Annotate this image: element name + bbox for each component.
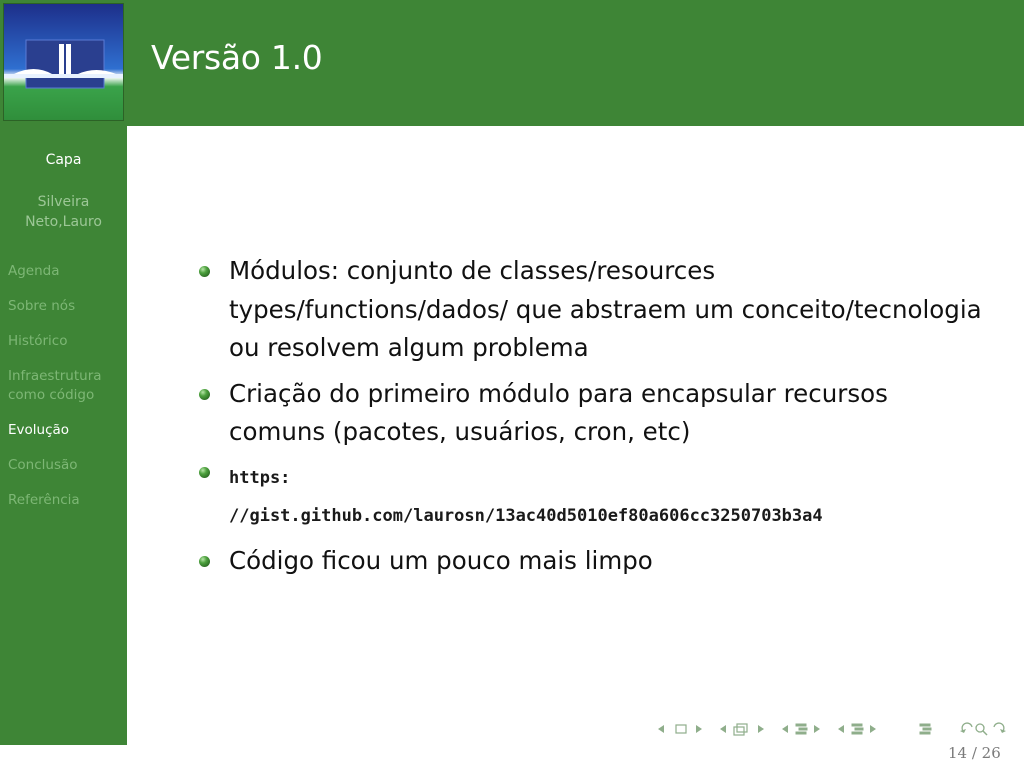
sidebar-item-agenda[interactable]: Agenda bbox=[8, 263, 60, 279]
nav-search-icon[interactable] bbox=[976, 724, 987, 735]
page-number: 14 / 26 bbox=[948, 744, 1001, 762]
bullet-text: Módulos: conjunto de classes/resources types/functions/dados/ que abstraem um conceito/tecnologia ou resolvem algum problema bbox=[229, 256, 982, 362]
sidebar-item-infraestrutura[interactable]: Infraestrutura como código bbox=[8, 368, 102, 403]
sidebar-author-line1: Silveira bbox=[37, 194, 90, 210]
sidebar-author bbox=[0, 192, 127, 232]
bullet-icon bbox=[199, 467, 210, 478]
bullet-icon bbox=[199, 556, 210, 567]
bullet-item bbox=[198, 252, 988, 368]
beamer-navigation-bar bbox=[654, 718, 1024, 740]
nav-appendix-icon[interactable] bbox=[920, 724, 931, 734]
sidebar-item-sobre-nos[interactable]: Sobre nós bbox=[8, 298, 76, 314]
nav-doc-next-icon[interactable] bbox=[870, 725, 876, 733]
frame-title: Versão 1.0 bbox=[151, 38, 323, 77]
nav-back-icon[interactable] bbox=[960, 723, 972, 733]
nav-forward-icon[interactable] bbox=[994, 723, 1006, 733]
logo-image bbox=[3, 3, 124, 121]
bullet-item-link bbox=[198, 459, 988, 535]
gist-link-part1[interactable]: https: bbox=[229, 467, 291, 488]
bullet-icon bbox=[199, 389, 210, 400]
slide-content bbox=[198, 252, 988, 587]
sidebar-item-evolucao[interactable]: Evolução bbox=[8, 422, 70, 438]
bullet-icon bbox=[199, 266, 210, 277]
nav-section-icon[interactable] bbox=[796, 724, 807, 734]
sidebar-item-historico[interactable]: Histórico bbox=[8, 333, 68, 349]
nav-frame-icon[interactable] bbox=[676, 725, 686, 733]
sidebar-current-section[interactable]: Capa bbox=[45, 152, 82, 168]
bullet-item bbox=[198, 375, 988, 452]
nav-subsection-next-icon[interactable] bbox=[758, 725, 764, 733]
nav-section-next-icon[interactable] bbox=[814, 725, 820, 733]
sidebar-nav bbox=[8, 262, 126, 526]
nav-subsection-icon[interactable] bbox=[734, 724, 747, 735]
sidebar-item-conclusao[interactable]: Conclusão bbox=[8, 457, 78, 473]
bullet-text: Criação do primeiro módulo para encapsular recursos comuns (pacotes, usuários, cron, etc) bbox=[229, 378, 888, 446]
bullet-text: Código ficou um pouco mais limpo bbox=[229, 545, 653, 575]
sidebar bbox=[0, 0, 127, 745]
nav-doc-icon[interactable] bbox=[852, 724, 863, 734]
nav-doc-prev-icon[interactable] bbox=[838, 725, 844, 733]
frame-header bbox=[127, 0, 1024, 126]
sidebar-item-referencia[interactable]: Referência bbox=[8, 492, 80, 508]
bullet-item bbox=[198, 542, 988, 581]
sidebar-author-line2: Neto,Lauro bbox=[25, 214, 102, 230]
gist-link-part2[interactable]: //gist.github.com/laurosn/13ac40d5010ef80a606cc3250703b3a4 bbox=[229, 505, 823, 526]
nav-frame-prev-icon[interactable] bbox=[658, 725, 664, 733]
nav-frame-next-icon[interactable] bbox=[696, 725, 702, 733]
nav-subsection-prev-icon[interactable] bbox=[720, 725, 726, 733]
nav-section-prev-icon[interactable] bbox=[782, 725, 788, 733]
